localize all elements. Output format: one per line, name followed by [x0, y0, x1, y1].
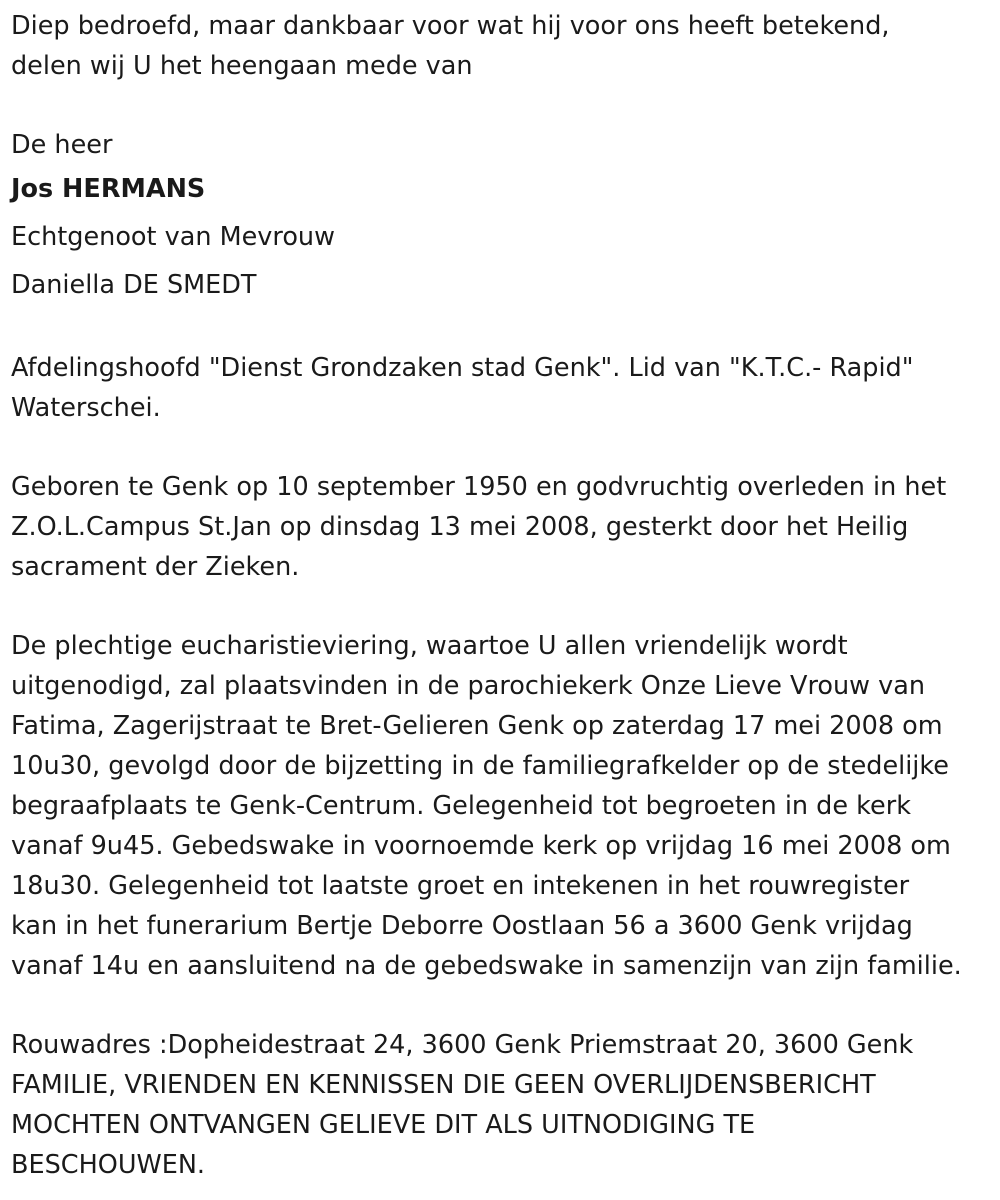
obituary-notice [11, 6, 993, 1185]
spouse-line-2: Daniella DE SMEDT [11, 270, 257, 300]
spouse-line-1: Echtgenoot van Mevrouw [11, 222, 335, 252]
deceased-name: Jos HERMANS [11, 174, 206, 204]
intro-paragraph: Diep bedroefd, maar dankbaar voor wat hij voor ons heeft betekend, delen wij U het heengaan mede van [11, 11, 890, 81]
address-paragraph: Rouwadres :Dopheidestraat 24, 3600 Genk Priemstraat 20, 3600 Genk FAMILIE, VRIENDEN EN KENNISSEN DIE GEEN OVERLIJDENSBERICHT MOCHTEN ONTVANGEN GELIEVE DIT ALS UITNODIGING TE BESCHOUWEN. [11, 1030, 914, 1180]
birth-death-paragraph: Geboren te Genk op 10 september 1950 en godvruchtig overleden in het Z.O.L.Campus St.Jan op dinsdag 13 mei 2008, gesterkt door het Heilig sacrament der Zieken. [11, 472, 947, 582]
salutation: De heer [11, 130, 113, 160]
occupation-paragraph: Afdelingshoofd "Dienst Grondzaken stad Genk". Lid van "K.T.C.- Rapid" Waterschei. [11, 353, 914, 423]
ceremony-paragraph: De plechtige eucharistieviering, waartoe U allen vriendelijk wordt uitgenodigd, zal plaatsvinden in de parochiekerk Onze Lieve Vrouw van Fatima, Zagerijstraat te Bret-Gelieren Genk op zaterdag 17 mei 2008 om 10u30, gevolgd door de bijzetting in de familiegrafkelder op de stedelijke begraafplaats te Genk-Centrum. Gelegenheid tot begroeten in de kerk vanaf 9u45. Gebedswake in voornoemde kerk op vrijdag 16 mei 2008 om 18u30. Gelegenheid tot laatste groet en intekenen in het rouwregister kan in het funerarium Bertje Deborre Oostlaan 56 a 3600 Genk vrijdag vanaf 14u en aansluitend na de gebedswake in samenzijn van zijn familie. [11, 631, 962, 981]
